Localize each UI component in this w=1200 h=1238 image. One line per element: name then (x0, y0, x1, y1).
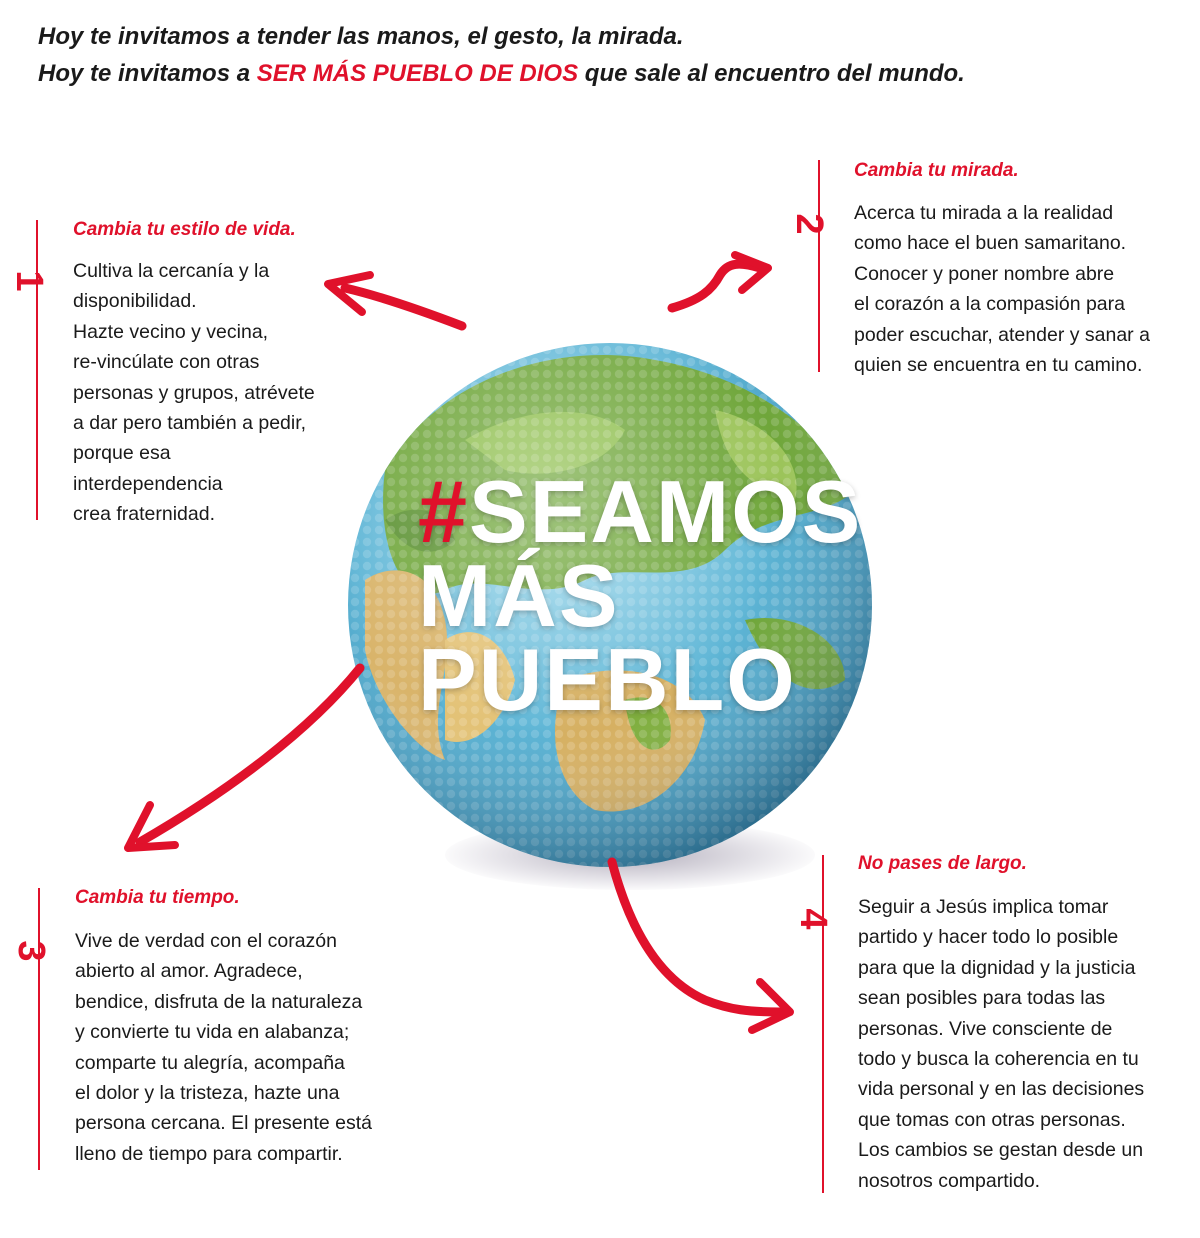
block-4-heading: No pases de largo. (858, 853, 1027, 874)
block-3-text: Vive de verdad con el corazón abierto al amor. Agradece, bendice, disfruta de la naturaleza y convierte tu vida en alabanza; comparte tu alegría, acompaña el dolor y la tristeza, hazte una persona cercana. El presente está lleno de tiempo para compartir. (75, 930, 373, 1165)
hashtag-word-1: SEAMOS (468, 462, 863, 561)
hashtag-title (418, 462, 863, 729)
hashtag-word-2: MÁS (418, 546, 620, 645)
block-4-text: Seguir a Jesús implica tomar partido y hacer todo lo posible para que la dignidad y la justicia sean posibles para todas las personas. Vive consciente de todo y busca la coherencia en tu vida personal y en las decisiones que tomas con otras personas. Los cambios se gestan desde un nosotros compartido. (858, 896, 1145, 1192)
block-3-heading: Cambia tu tiempo. (75, 887, 240, 908)
header (38, 18, 1178, 92)
block-2-number: 2 (788, 213, 830, 235)
block-1-text: Cultiva la cercanía y la disponibilidad. Hazte vecino y vecina, re-vincúlate con otras personas y grupos, atrévete a dar pero también a pedir, porque esa interdependencia crea fraternidad. (73, 260, 315, 526)
header-line-2 (38, 55, 1178, 92)
header-line-1: Hoy te invitamos a tender las manos, el gesto, la mirada. (38, 23, 684, 50)
arrow-icon (672, 255, 768, 308)
hash-symbol: # (418, 462, 469, 561)
block-3-rule (38, 888, 40, 1170)
block-3-number: 3 (10, 940, 52, 962)
header-line-2-before: Hoy te invitamos a (38, 60, 257, 87)
block-1-number: 1 (8, 270, 50, 292)
block-2-heading: Cambia tu mirada. (854, 160, 1019, 181)
block-2-text: Acerca tu mirada a la realidad como hace el buen samaritano. Conocer y poner nombre abre el corazón a la compasión para poder escuchar, atender y sanar a quien se encuentra en tu camino. (854, 202, 1150, 377)
block-4-number: 4 (792, 908, 834, 930)
hashtag-word-3: PUEBLO (418, 630, 797, 729)
block-1-heading: Cambia tu estilo de vida. (73, 219, 296, 240)
header-highlight: SER MÁS PUEBLO DE DIOS (256, 60, 579, 87)
block-2-rule (818, 160, 820, 372)
header-line-2-after: que sale al encuentro del mundo. (578, 60, 965, 87)
hashtag-line-1 (418, 462, 863, 561)
